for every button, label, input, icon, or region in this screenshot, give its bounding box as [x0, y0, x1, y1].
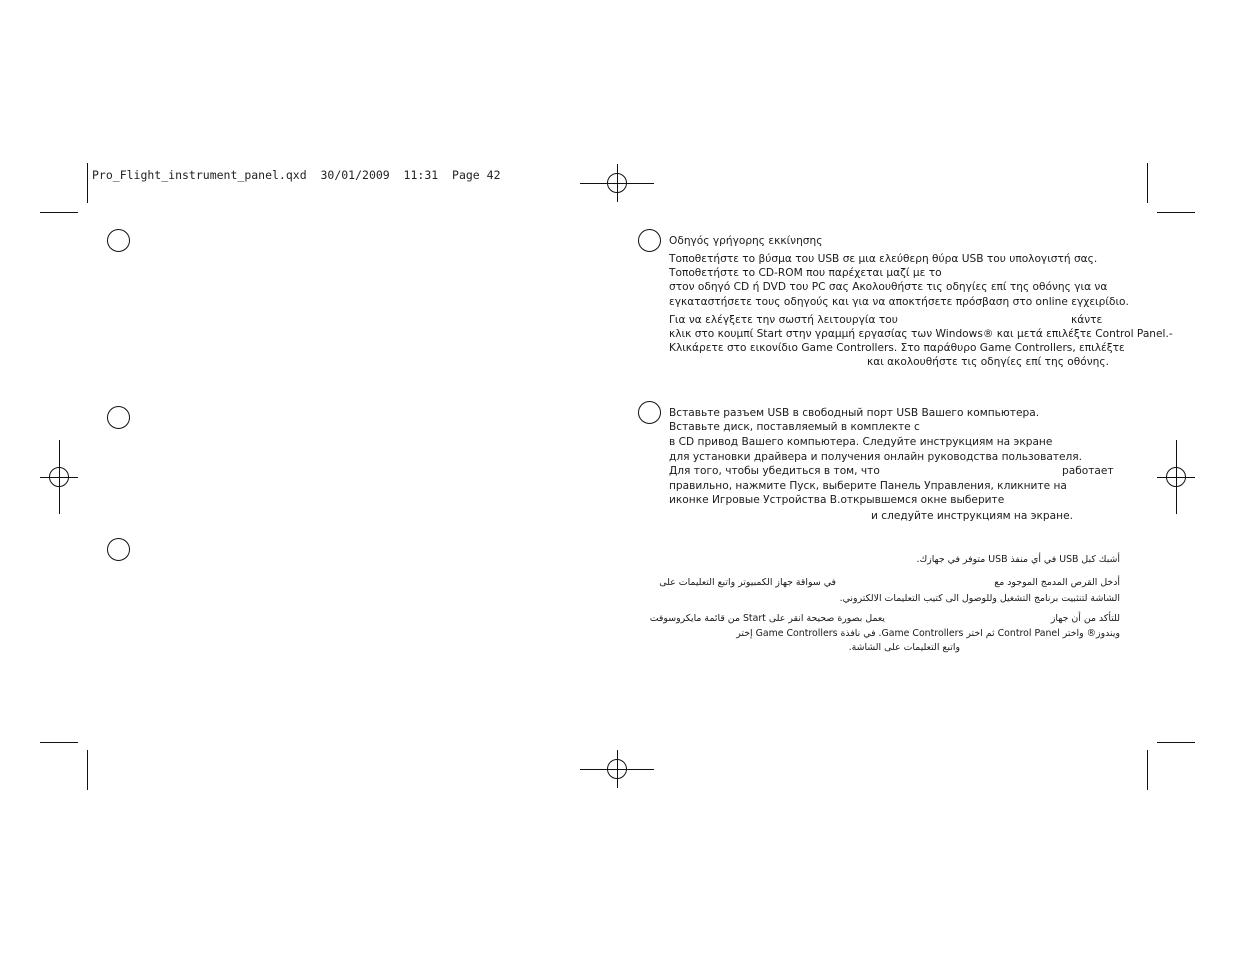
russian-line-5-end: работает: [1062, 465, 1114, 477]
greek-title: Οδηγός γρήγορης εκκίνησης: [669, 235, 823, 247]
crop-mark-top-left-vertical: [87, 163, 88, 203]
arabic-line-6: واتبع التعليمات على الشاشة.: [848, 642, 960, 653]
greek-line-1: Τοποθετήστε το βύσμα του USB σε μια ελεύθερη θύρα USB του υπολογιστή σας.: [669, 253, 1098, 265]
russian-line-3: в CD привод Вашего компьютера. Следуйте инструкциям на экране: [669, 436, 1053, 448]
russian-line-6: правильно, нажмите Пуск, выберите Панель Управления, кликните на: [669, 480, 1067, 492]
greek-line-5: Για να ελέγξετε την σωστή λειτουργία του: [669, 314, 898, 326]
greek-line-7: Κλικάρετε στο εικονίδιο Game Controllers. Στο παράθυρο Game Controllers, επιλέξτε: [669, 342, 1125, 354]
arabic-line-2-right: أدخل القرص المدمج الموجود مع: [994, 577, 1120, 588]
left-bullet-circle-2: [107, 406, 130, 429]
russian-bullet-circle: [638, 401, 661, 424]
file-slug: Pro_Flight_instrument_panel.qxd 30/01/2009 11:31 Page 42: [92, 168, 501, 182]
arabic-line-3: الشاشة لتنثبيت برنامج التشغيل وللوصول الى كتيب التعليمات الالكتروني.: [839, 593, 1120, 604]
arabic-line-4-left: يعمل بصورة صحيحة انقر على Start من قائمة مايكروسوفت: [649, 613, 885, 624]
crop-mark-top-right-horizontal: [1157, 212, 1195, 213]
greek-bullet-circle: [638, 229, 661, 252]
greek-line-2: Τοποθετήστε το CD-ROM που παρέχεται μαζί με το: [669, 267, 942, 279]
arabic-line-2-left: في سواقة جهاز الكمبيوتر واتبع التعليمات على: [659, 577, 836, 588]
greek-line-5-end: κάντε: [1071, 314, 1103, 326]
crop-mark-top-left-horizontal: [40, 212, 78, 213]
russian-line-4: для установки драйвера и получения онлайн руководства пользователя.: [669, 451, 1083, 463]
greek-line-8: και ακολουθήστε τις οδηγίες επί της οθόνης.: [867, 356, 1109, 368]
crop-mark-bottom-right-vertical: [1147, 750, 1148, 790]
left-bullet-circle-1: [107, 229, 130, 252]
russian-line-8: и следуйте инструкциям на экране.: [871, 510, 1073, 522]
arabic-line-5: ويندوز® واختر Control Panel ثم اختر Game Controllers. في نافذة Game Controllers إختر: [736, 628, 1120, 639]
russian-line-7: иконке Игровые Устройства В.открывшемся окне выберите: [669, 494, 1005, 506]
russian-line-5: Для того, чтобы убедиться в том, что: [669, 465, 880, 477]
arabic-line-1: أشبك كبل USB في أي منفذ USB متوفر في جهازك.: [916, 554, 1120, 565]
greek-line-3: στον οδηγό CD ή DVD του PC σας Ακολουθήστε τις οδηγίες επί της οθόνης για να: [669, 281, 1108, 293]
arabic-line-4-right: للتأكد من أن جهاز: [1050, 613, 1120, 624]
russian-line-2: Вставьте диск, поставляемый в комплекте с: [669, 421, 920, 433]
crop-mark-bottom-left-horizontal: [40, 742, 78, 743]
greek-line-4: εγκαταστήσετε τους οδηγούς και για να αποκτήσετε πρόσβαση στο online εγχειρίδιο.: [669, 296, 1129, 308]
crop-mark-top-right-vertical: [1147, 163, 1148, 203]
crop-mark-bottom-left-vertical: [87, 750, 88, 790]
left-bullet-circle-3: [107, 538, 130, 561]
russian-line-1: Вставьте разъем USB в свободный порт USB Вашего компьютера.: [669, 407, 1040, 419]
greek-line-6: κλικ στο κουμπί Start στην γραμμή εργασίας των Windows® και μετά επιλέξτε Control Panel.-: [669, 328, 1173, 340]
crop-mark-bottom-right-horizontal: [1157, 742, 1195, 743]
